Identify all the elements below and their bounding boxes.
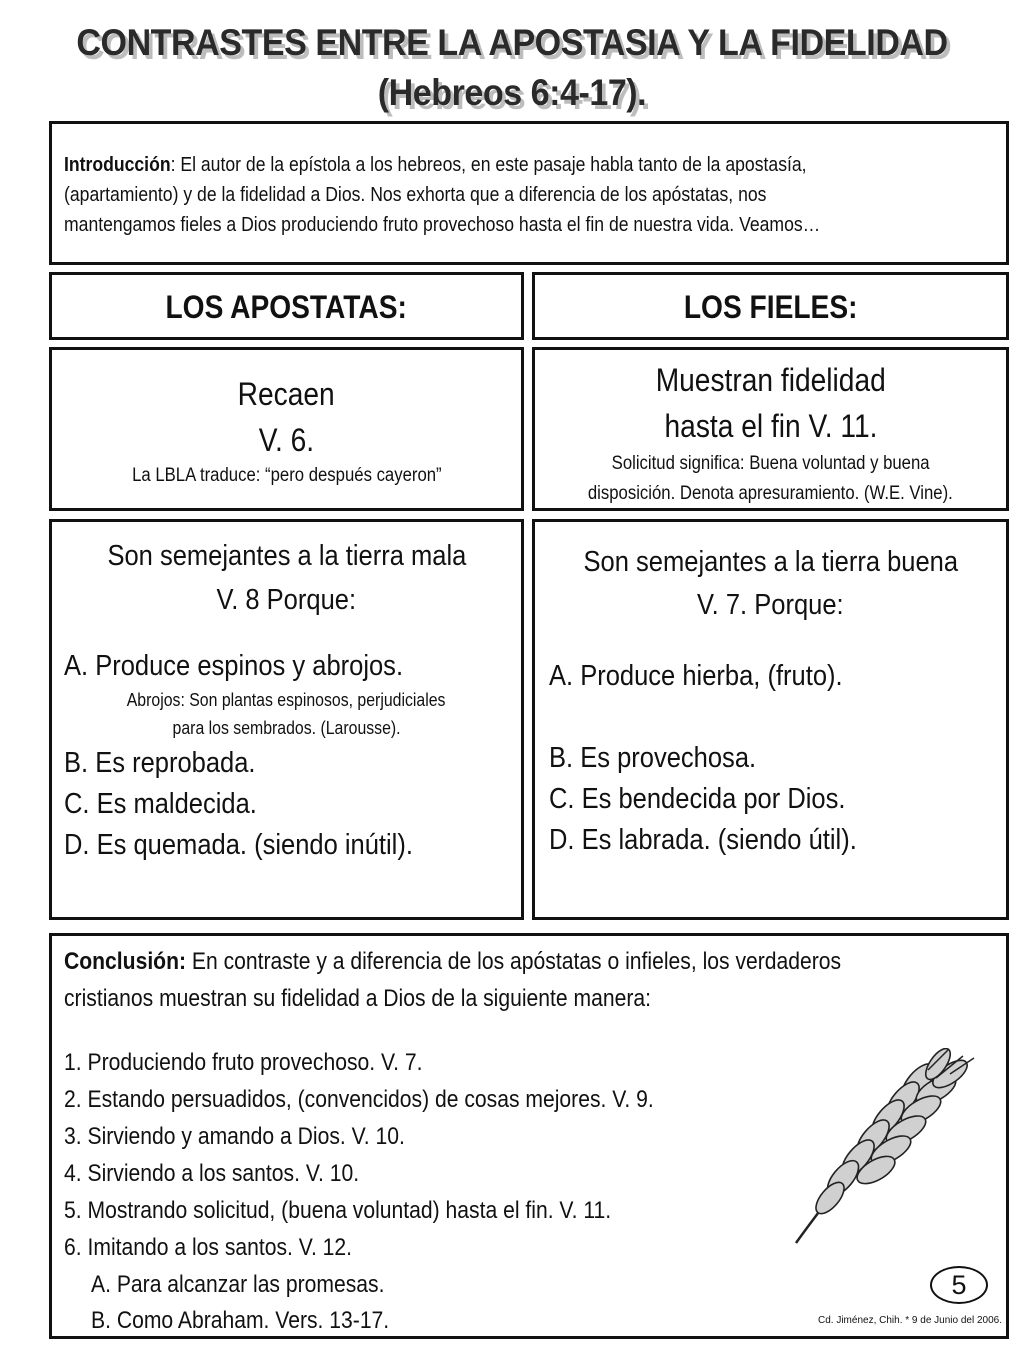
intro-label: Introducción [64, 154, 171, 176]
good-soil-verse: V. 7. Porque: [697, 589, 844, 621]
bad-soil-title: Son semejantes a la tierra mala [107, 540, 466, 572]
faithfulness-verse: hasta el fin V. 11. [664, 408, 877, 444]
good-soil-box [532, 519, 1009, 920]
faithfulness-title: Muestran fidelidad [655, 362, 886, 398]
good-soil-item-c: C. Es bendecida por Dios. [549, 783, 846, 815]
conclusion-item: 5. Mostrando solicitud, (buena voluntad) hasta el fin. V. 11. [64, 1197, 612, 1224]
conclusion-item: 4. Sirviendo a los santos. V. 10. [64, 1160, 360, 1187]
good-soil-item-a: A. Produce hierba, (fruto). [549, 660, 843, 692]
relapse-title: Recaen [237, 376, 336, 412]
conclusion-subitem: A. Para alcanzar las promesas. [91, 1271, 385, 1298]
apostates-header-box [49, 272, 524, 340]
relapse-verse: V. 6. [258, 422, 315, 458]
conclusion-item: 2. Estando persuadidos, (convencidos) de cosas mejores. V. 9. [64, 1086, 654, 1113]
intro-text-1: : El autor de la epístola a los hebreos, en este pasaje habla tanto de la apostasía, [170, 154, 807, 176]
bad-soil-note-2: para los sembrados. (Larousse). [172, 718, 401, 738]
good-soil-title: Son semejantes a la tierra buena [583, 546, 958, 578]
faithfulness-note-1: Solicitud significa: Buena voluntad y buena [611, 453, 930, 474]
faithful-header: LOS FIELES: [683, 289, 858, 325]
bad-soil-item-a: A. Produce espinos y abrojos. [64, 650, 404, 682]
conclusion-item: 6. Imitando a los santos. V. 12. [64, 1234, 353, 1261]
page-title: CONTRASTES ENTRE LA APOSTASIA Y LA FIDELIDAD [76, 22, 948, 63]
good-soil-item-d: D. Es labrada. (siendo útil). [549, 824, 857, 856]
faithfulness-note-2: disposición. Denota apresuramiento. (W.E. Vine). [588, 483, 953, 504]
bad-soil-item-c: C. Es maldecida. [64, 788, 257, 820]
conclusion-item: 3. Sirviendo y amando a Dios. V. 10. [64, 1123, 405, 1150]
conclusion-label: Conclusión: [64, 948, 187, 975]
intro-text-2: (apartamiento) y de la fidelidad a Dios. Nos exhorta que a diferencia de los apóstatas, nos [64, 184, 767, 206]
relapse-box [49, 347, 524, 511]
wheat-icon [778, 1048, 978, 1253]
conclusion-item: 1. Produciendo fruto provechoso. V. 7. [64, 1049, 423, 1076]
introduction-box [49, 121, 1009, 265]
page-number-badge: 5 [930, 1266, 988, 1304]
relapse-note: La LBLA traduce: “pero después cayeron” [131, 465, 442, 486]
good-soil-item-b: B. Es provechosa. [549, 742, 757, 774]
faithfulness-box [532, 347, 1009, 511]
intro-text-3: mantengamos fieles a Dios produciendo fruto provechoso hasta el fin de nuestra vida. Veamos… [64, 214, 821, 236]
bad-soil-box [49, 519, 524, 920]
credit-text: Cd. Jiménez, Chih. * 9 de Junio del 2006. [818, 1315, 1002, 1326]
bad-soil-item-b: B. Es reprobada. [64, 747, 256, 779]
apostates-header: LOS APOSTATAS: [165, 289, 408, 325]
conclusion-text-1: En contraste y a diferencia de los apóstatas o infieles, los verdaderos [186, 948, 842, 975]
faithful-header-box [532, 272, 1009, 340]
bad-soil-item-d: D. Es quemada. (siendo inútil). [64, 829, 413, 861]
bad-soil-verse: V. 8 Porque: [216, 584, 357, 616]
bad-soil-note-1: Abrojos: Son plantas espinosos, perjudiciales [127, 690, 446, 710]
conclusion-subitem: B. Como Abraham. Vers. 13-17. [91, 1307, 390, 1334]
page-subtitle: (Hebreos 6:4-17). [377, 72, 647, 113]
conclusion-text-2: cristianos muestran su fidelidad a Dios de la siguiente manera: [64, 985, 651, 1012]
